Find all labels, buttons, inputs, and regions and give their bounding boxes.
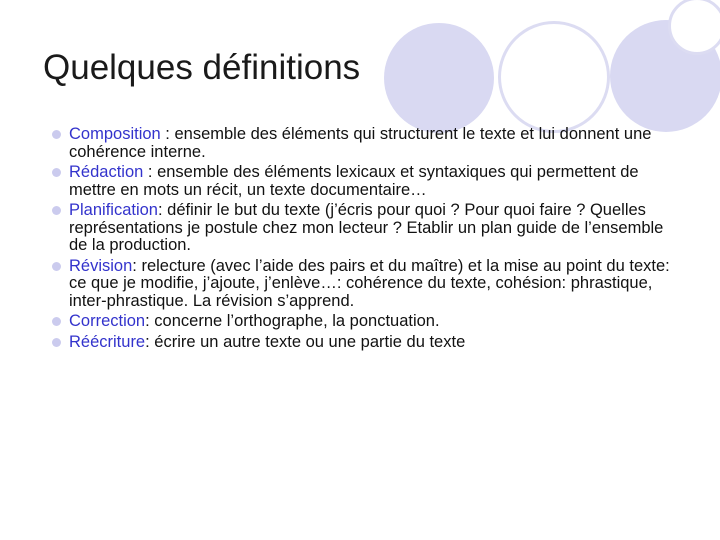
bullet-dot-icon: [52, 130, 61, 139]
bullet-dot-icon: [52, 206, 61, 215]
definition-list: [0, 126, 720, 354]
bullet-dot-icon: [52, 317, 61, 326]
slide-title: Quelques définitions: [43, 48, 361, 87]
definition-text: : ensemble des éléments qui structurent le texte et lui donnent une cohérence interne.: [69, 125, 652, 161]
decorative-circle-outline-1: [498, 21, 610, 133]
definition-text: : relecture (avec l’aide des pairs et du maître) et la mise au point du texte: ce que je modifie, j’ajoute, j’enlève…: cohérence du texte, cohésion: phrastique, inter-phrastique. La révision s’apprend.: [69, 256, 670, 310]
decorative-circle-outline-2: [668, 0, 720, 55]
definition-term: Rédaction: [69, 163, 144, 181]
definition-term: Planification: [69, 201, 158, 219]
definition-text: : écrire un autre texte ou une partie du texte: [145, 332, 466, 351]
definition-text: : concerne l’orthographe, la ponctuation.: [145, 312, 440, 330]
definition-item-composition: [0, 126, 720, 161]
decorative-circle-filled-1: [384, 23, 494, 133]
definition-term: Révision: [69, 256, 133, 275]
definition-item-planification: [0, 202, 720, 255]
definition-item-reecriture: [0, 334, 720, 352]
bullet-dot-icon: [52, 338, 61, 347]
definition-term: Réécriture: [69, 332, 146, 351]
definition-item-correction: [0, 313, 720, 331]
bullet-dot-icon: [52, 168, 61, 177]
definition-term: Composition: [69, 125, 161, 143]
bullet-dot-icon: [52, 262, 61, 271]
definition-text: : définir le but du texte (j’écris pour quoi ? Pour quoi faire ? Quelles représentations je postule chez mon lecteur ? Etablir un plan guide de l’ensemble de la production.: [69, 201, 664, 254]
definition-item-redaction: [0, 164, 720, 199]
definition-term: Correction: [69, 312, 146, 330]
definition-item-revision: [0, 258, 720, 311]
definition-text: : ensemble des éléments lexicaux et syntaxiques qui permettent de mettre en mots un récit, un texte documentaire…: [69, 163, 639, 199]
